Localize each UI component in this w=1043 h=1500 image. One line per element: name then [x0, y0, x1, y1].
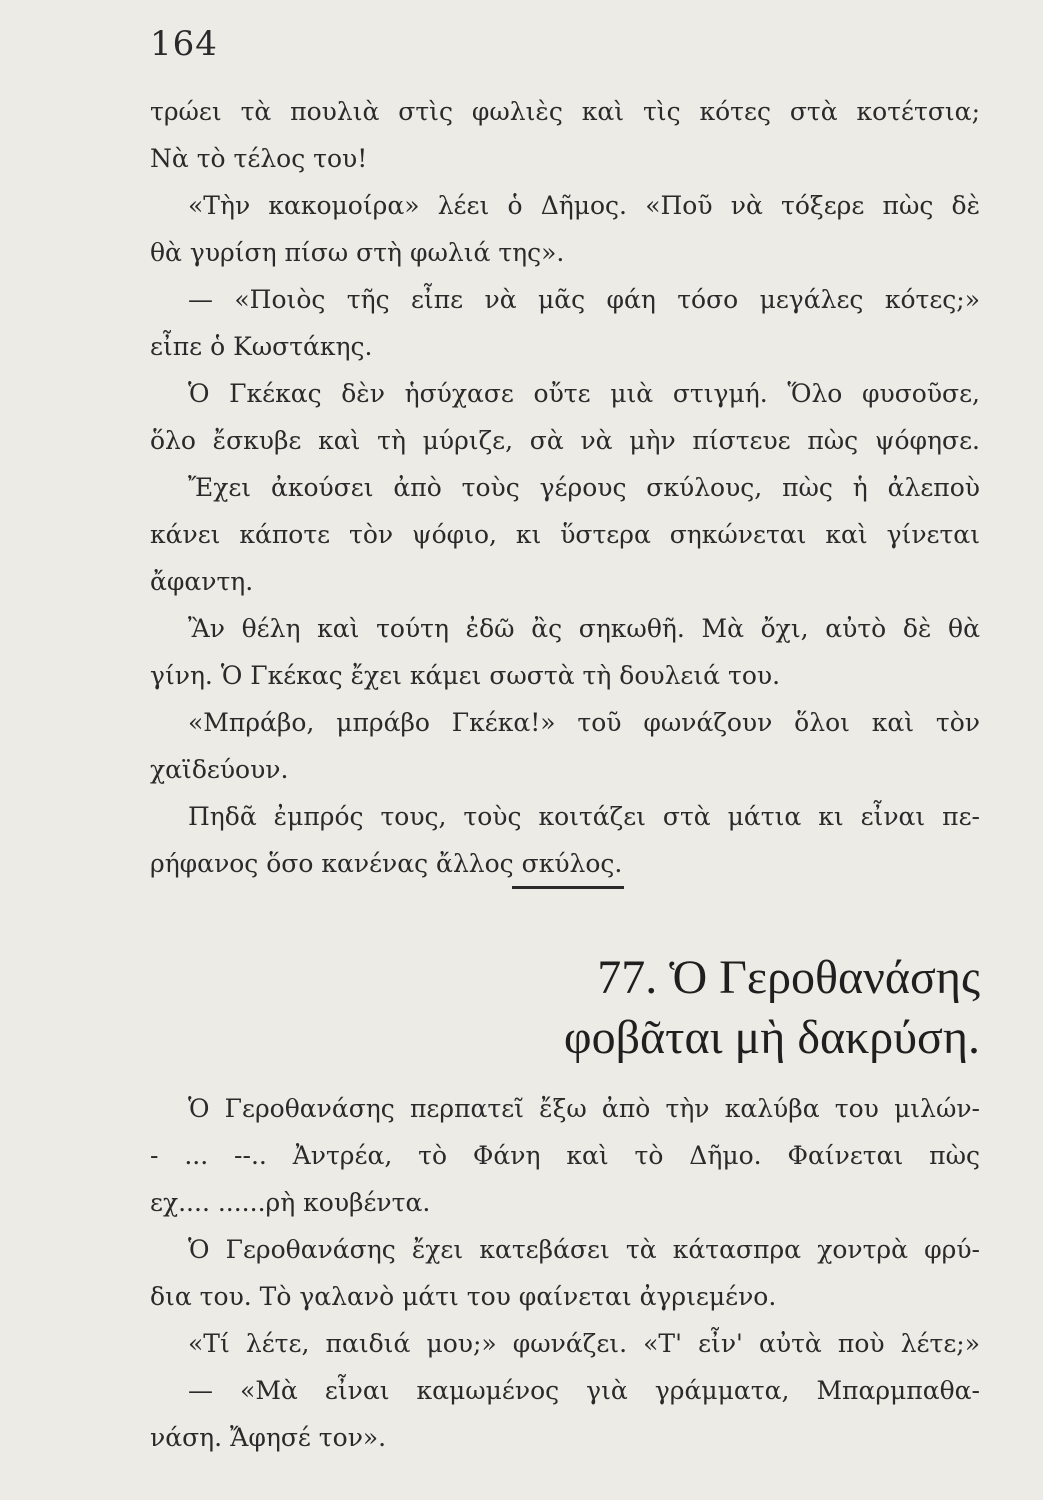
text-line: δια του. Τὸ γαλανὸ μάτι του φαίνεται ἀγριεμένο.	[150, 1282, 777, 1311]
text-line: — «Μὰ εἶναι καμωμένος γιὰ γράμματα, Μπαρμπαθα-	[188, 1376, 980, 1405]
text-line: ὅλο ἔσκυβε καὶ τὴ μύριζε, σὰ νὰ μὴν πίστευε πὼς ψόφησε.	[150, 426, 980, 455]
text-line: Ὁ Γεροθανάσης ἔχει κατεβάσει τὰ κάτασπρα χοντρὰ φρύ-	[188, 1235, 980, 1264]
text-line: ἄφαντη.	[150, 567, 254, 596]
text-line: Ἔχει ἀκούσει ἀπὸ τοὺς γέρους σκύλους, πὼς ἡ ἀλεποὺ	[188, 473, 980, 502]
text-line: τρώει τὰ πουλιὰ στὶς φωλιὲς καὶ τὶς κότες στὰ κοτέτσια;	[150, 97, 980, 126]
text-line: «Τὴν κακομοίρα» λέει ὁ Δῆμος. «Ποῦ νὰ τόξερε πὼς δὲ	[188, 191, 980, 220]
chapter-heading	[540, 948, 980, 1068]
section-divider	[512, 886, 624, 889]
chapter-title-line: φοβᾶται μὴ δακρύση.	[563, 1011, 980, 1064]
text-line: ρήφανος ὅσο κανένας ἄλλος σκύλος.	[150, 849, 623, 878]
text-line: εἶπε ὁ Κωστάκης.	[150, 332, 373, 361]
text-line: Ἂν θέλη καὶ τούτη ἐδῶ ἂς σηκωθῆ. Μὰ ὄχι, αὐτὸ δὲ θὰ	[188, 614, 980, 643]
text-line: «Μπράβο, μπράβο Γκέκα!» τοῦ φωνάζουν ὅλοι καὶ τὸν	[188, 708, 980, 737]
text-line: Ὁ Γκέκας δὲν ἡσύχασε οὔτε μιὰ στιγμή. Ὅλο φυσοῦσε,	[188, 379, 980, 408]
text-line: κάνει κάποτε τὸν ψόφιο, κι ὕστερα σηκώνεται καὶ γίνεται	[150, 520, 980, 549]
text-line: - ... --.. Ἀντρέα, τὸ Φάνη καὶ τὸ Δῆμο. Φαίνεται πὼς	[150, 1141, 980, 1170]
text-line: — «Ποιὸς τῆς εἶπε νὰ μᾶς φάη τόσο μεγάλες κότες;»	[188, 285, 980, 314]
second-section	[150, 1085, 980, 1461]
text-line: νάση. Ἄφησέ τον».	[150, 1423, 387, 1452]
text-line: Νὰ τὸ τέλος του!	[150, 144, 368, 173]
text-line: εχ.... ......ρὴ κουβέντα.	[150, 1188, 431, 1217]
text-line: γίνη. Ὁ Γκέκας ἔχει κάμει σωστὰ τὴ δουλειά του.	[150, 661, 781, 690]
text-line: «Τί λέτε, παιδιά μου;» φωνάζει. «Τ' εἶν' αὐτὰ ποὺ λέτε;»	[188, 1329, 980, 1358]
text-line: χαϊδεύουν.	[150, 755, 289, 784]
text-line: Πηδᾶ ἐμπρός τους, τοὺς κοιτάζει στὰ μάτια κι εἶναι πε-	[188, 802, 980, 831]
text-line: θὰ γυρίση πίσω στὴ φωλιά της».	[150, 238, 565, 267]
text-line: Ὁ Γεροθανάσης περπατεῖ ἔξω ἀπὸ τὴν καλύβα του μιλών-	[188, 1094, 980, 1123]
first-section	[150, 88, 980, 887]
chapter-title-line: 77. Ὁ Γεροθανάσης	[597, 951, 980, 1004]
page-number: 164	[150, 24, 218, 64]
